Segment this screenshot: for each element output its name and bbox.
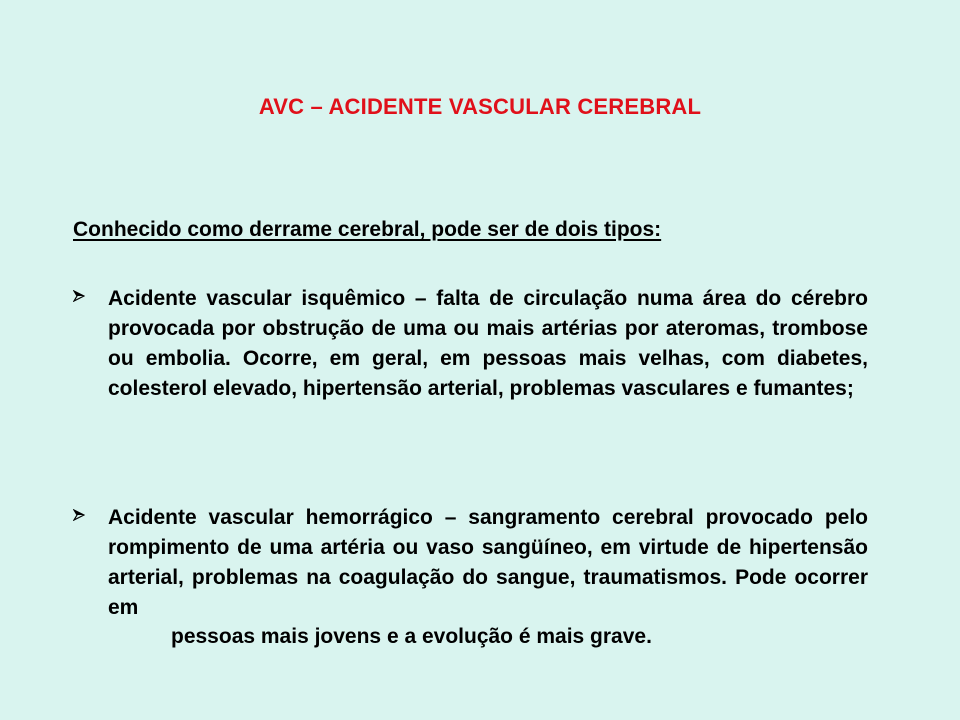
slide-title: AVC – ACIDENTE VASCULAR CEREBRAL [258, 94, 702, 119]
bullet-continuation: pessoas mais jovens e a evolução é mais grave. [171, 625, 652, 648]
bullet-text: Acidente vascular isquêmico – falta de circulação numa área do cérebro provocada por obstrução de uma ou mais artérias por ateromas, trombose ou embolia. Ocorre, em geral, em pessoas mais velhas, com diabetes, colesterol elevado, hipertensão arterial, problemas vasculares e fumantes; [108, 287, 868, 400]
arrow-bullet-icon [73, 284, 108, 302]
intro-heading: Conhecido como derrame cerebral, pode ser de dois tipos: [73, 218, 662, 241]
bullet-item-hemorragico [73, 503, 868, 623]
arrow-bullet-icon [73, 503, 108, 521]
bullet-text: Acidente vascular hemorrágico – sangramento cerebral provocado pelo rompimento de uma artéria ou vaso sangüíneo, em virtude de hipertensão arterial, problemas na coagulação do sangue, traumatismos. Pode ocorrer em [108, 506, 868, 619]
bullet-item-isquemico [73, 284, 868, 404]
